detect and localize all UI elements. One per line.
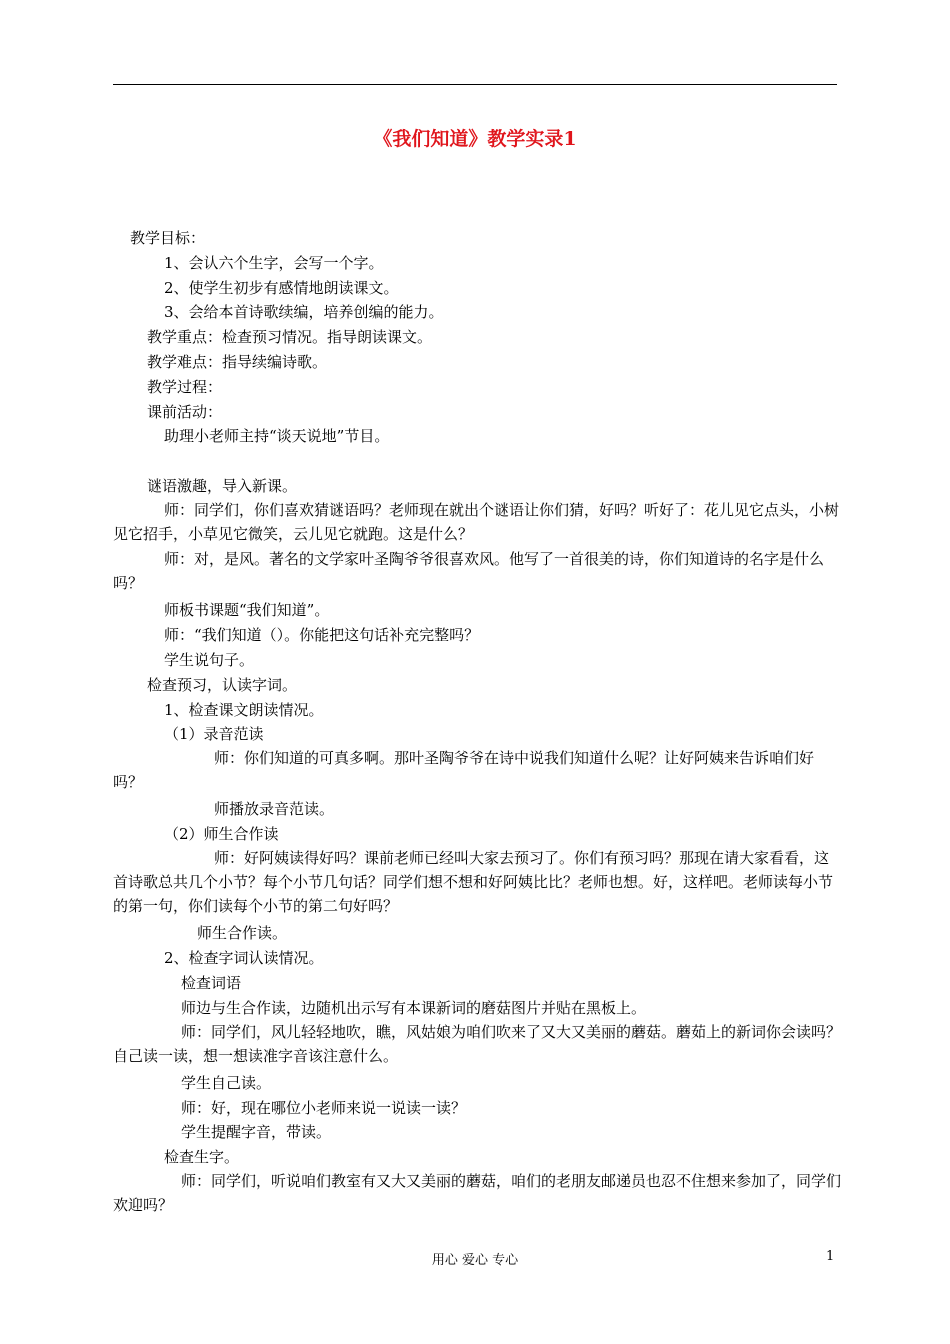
footer-motto: 用心 爱心 专心 (431, 1253, 519, 1268)
difficulty: 教学难点：指导续编诗歌。 (147, 353, 328, 371)
teacher-fill-line: 师：“我们知道（）。你能把这句话补充完整吗？ (164, 626, 480, 644)
check-words-item: 2、检查字词认读情况。 (164, 949, 324, 967)
students-self-line: 学生自己读。 (181, 1074, 272, 1092)
cooperative-subitem: （2）师生合作读 (164, 825, 279, 843)
goal-item-2: 2、使学生初步有感情地朗读课文。 (164, 279, 399, 297)
riddle-intro: 谜语激趣，导入新课。 (147, 477, 298, 495)
goal-item-3: 3、会给本首诗歌续编，培养创编的能力。 (164, 303, 444, 321)
check-vocab-line: 检查词语 (181, 974, 242, 992)
board-title-line: 师板书课题“我们知道”。 (164, 601, 330, 619)
key-point: 教学重点：检查预习情况。指导朗读课文。 (147, 328, 433, 346)
header-rule (113, 84, 837, 85)
pre-class-heading: 课前活动： (147, 403, 223, 421)
student-sentence-line: 学生说句子。 (164, 651, 255, 669)
assistant-line: 助理小老师主持“谈天说地”节目。 (164, 427, 390, 445)
cooperative-paragraph: 师：好阿姨读得好吗？课前老师已经叫大家去预习了。你们有预习吗？那现在请大家看看，这首诗歌总共几个小节？每个小节几句话？同学们想不想和好阿姨比比？老师也想。好，这样吧。老师读每小节的第一句，你们读每个小节的第二句好吗？ (113, 849, 834, 915)
check-reading-item: 1、检查课文朗读情况。 (164, 701, 324, 719)
play-recording-line: 师播放录音范读。 (214, 800, 335, 818)
check-preview-heading: 检查预习，认读字词。 (147, 676, 298, 694)
postman-paragraph: 师：同学们，听说咱们教室有又大又美丽的蘑菇，咱们的老朋友邮递员也忍不住想来参加了，同学们欢迎吗？ (113, 1172, 842, 1214)
mushroom-words-paragraph: 师：同学们，风儿轻轻地吹，瞧，风姑娘为咱们吹来了又大又美丽的蘑菇。蘑茹上的新词你会读吗？自己读一读，想一想读准字音该注意什么。 (113, 1023, 842, 1065)
goal-item-1: 1、会认六个生字，会写一个字。 (164, 254, 384, 272)
wind-paragraph: 师：对，是风。著名的文学家叶圣陶爷爷很喜欢风。他写了一首很美的诗，你们知道诗的名字是什么吗？ (113, 550, 825, 592)
page-number: 1 (826, 1249, 835, 1264)
goals-heading: 教学目标： (130, 229, 206, 247)
document-title: 《我们知道》教学实录1 (373, 128, 577, 150)
riddle-paragraph: 师：同学们，你们喜欢猜谜语吗？老师现在就出个谜语让你们猜，好吗？听好了：花儿见它点头，小树见它招手，小草见它微笑，云儿见它就跑。这是什么？ (113, 501, 840, 543)
know-much-paragraph: 师：你们知道的可真多啊。那叶圣陶爷爷在诗中说我们知道什么呢？让好阿姨来告诉咱们好吗？ (113, 749, 815, 791)
recording-subitem: （1）录音范读 (164, 725, 264, 743)
teacher-who-line: 师：好，现在哪位小老师来说一说读一读？ (181, 1099, 467, 1117)
coop-read-line: 师生合作读。 (197, 924, 288, 942)
teacher-mushroom-line: 师边与生合作读，边随机出示写有本课新词的磨菇图片并贴在黑板上。 (181, 999, 647, 1017)
check-chars-line: 检查生字。 (164, 1148, 240, 1166)
students-remind-line: 学生提醒字音，带读。 (181, 1123, 332, 1141)
process-heading: 教学过程： (147, 378, 223, 396)
